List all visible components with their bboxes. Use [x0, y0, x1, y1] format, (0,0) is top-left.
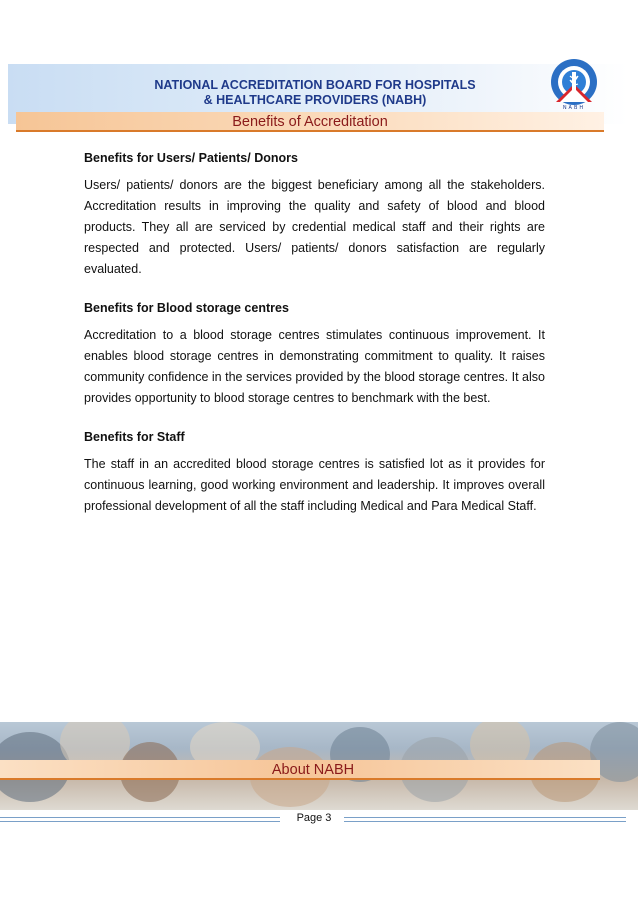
- page-subtitle: Benefits of Accreditation: [232, 114, 388, 130]
- section-blood-storage-centres: [84, 300, 545, 409]
- footer-title: About NABH: [271, 762, 355, 778]
- page-number: Page 3: [296, 812, 332, 824]
- section-paragraph: Users/ patients/ donors are the biggest beneficiary among all the stakeholders. Accreditation results in improving the quality and safety of blood and blood products. They all are serviced by credential medical staff and their rights are respected and protected. Users/ patients/ donors satisfaction are regularly evaluated.: [84, 178, 545, 276]
- section-heading: Benefits for Staff: [84, 430, 185, 444]
- section-staff: [84, 429, 545, 517]
- section-users: [84, 150, 545, 280]
- page-rule-right: [344, 817, 626, 822]
- header-title-line1: NATIONAL ACCREDITATION BOARD FOR HOSPITALS: [154, 78, 476, 92]
- section-paragraph: The staff in an accredited blood storage centres is satisfied lot as it provides for continuous learning, good working environment and leadership. It improves overall professional development of all the staff including Medical and Para Medical Staff.: [84, 457, 545, 513]
- document-body: [84, 150, 545, 537]
- section-paragraph: Accreditation to a blood storage centres stimulates continuous improvement. It enables blood storage centres in demonstrating commitment to quality. It raises community confidence in the services provided by the blood storage centres. It also provides opportunity to blood storage centres to benchmark with the best.: [84, 328, 545, 405]
- nabh-logo: [548, 58, 600, 110]
- page-rule-left: [0, 817, 280, 822]
- page-title: [100, 78, 530, 108]
- header-title-line2: & HEALTHCARE PROVIDERS (NABH): [203, 93, 427, 107]
- section-heading: Benefits for Blood storage centres: [84, 301, 289, 315]
- svg-text:NABH: NABH: [562, 105, 586, 110]
- section-heading: Benefits for Users/ Patients/ Donors: [84, 151, 298, 165]
